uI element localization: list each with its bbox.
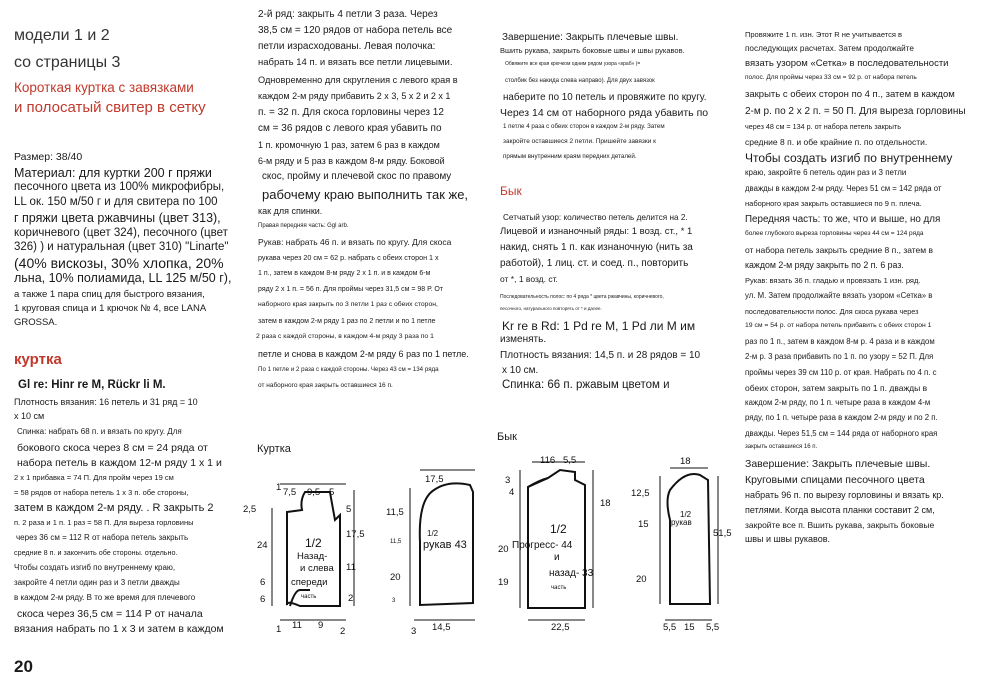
d1-label: часть [301, 594, 317, 600]
c2-line: скос, пройму и плечевой скос по правому [262, 171, 452, 182]
mat-line: а также 1 пара спиц для быстрого вязания, [14, 289, 205, 300]
d1-label: 11 [346, 562, 356, 573]
c4-line: раз по 1 п., затем в каждом 8-м р. 4 раза и в каждом [745, 337, 935, 346]
d3-label: 20 [498, 544, 509, 555]
c2-line: 2 раза с каждой стороны, в каждом 4-м ряду 3 раза по 1 [256, 333, 434, 340]
c2-line: Одновременно для скругления с левого края в [258, 75, 458, 85]
c2-line: 1 п. кромочную 1 раз, затем 6 раз в каждом [258, 140, 440, 150]
c4-line: ул. М. Затем продолжайте вязать узором «Сетка» в [745, 291, 933, 300]
body-line: в каждом 2-м ряду. В то же время для плечевого [14, 593, 196, 602]
d3-label: часть [551, 585, 567, 591]
size-line: Размер: 38/40 [14, 151, 83, 163]
c4-line: каждом 2-м ряду закрыть по 2 п. 6 раз. [745, 260, 904, 270]
d4-label: 12,5 [631, 488, 650, 499]
byk-heading: Бык [500, 184, 522, 198]
c3-line: Лицевой и изнаночный ряды: 1 возд. ст., * 1 [500, 226, 693, 237]
d1-label: Назад- [297, 551, 328, 562]
d1-label: 7,5 [283, 487, 297, 498]
body-line: 2 х 1 прибавка = 74 П. Для пройм через 19 см [14, 473, 174, 482]
glre-line: Gl re: Hinr re M, Rückr li M. [18, 379, 166, 391]
c4-line: Передняя часть: то же, что и выше, но для [745, 214, 941, 225]
c2-line: Правая передняя часть: Ggl arb. [258, 223, 349, 229]
c2-line: от наборного края закрыть оставшиеся 16 п. [258, 382, 393, 389]
d3-label: 3 [505, 475, 511, 486]
d4-label: 51,5 [713, 528, 732, 539]
c4-line: Чтобы создать изгиб по внутреннему [745, 151, 953, 165]
c4-line: дважды в каждом 2-м ряду. Через 51 см = 142 ряда от [745, 184, 942, 193]
mat-line: песочного цвета из 100% микрофибры, [14, 181, 225, 193]
d3-label: 1/2 [550, 522, 567, 536]
c4-fin: петлями. Когда высота планки составит 2 см, [745, 505, 935, 515]
c3-line: Завершение: Закрыть плечевые швы. [502, 32, 679, 43]
c4-line: проймы через 39 см 110 р. от края. Набрать по 4 п. с [745, 368, 937, 377]
c2-line: как для спинки. [258, 206, 323, 216]
d1-label: 1 [276, 624, 282, 635]
d1-label: 11 [292, 620, 302, 631]
sleeve-outline [420, 483, 473, 605]
d1-label: 1 [276, 482, 282, 493]
body-line: закройте 4 петли один раз и 3 петли дважды [14, 578, 180, 587]
d1-label: 17,5 [346, 529, 365, 540]
c4-line: ряду, по 1 п. четыре раза в каждом 2-м ряду и по 2 п. [745, 413, 938, 422]
jacket-front-outline [290, 590, 310, 606]
d2-label: 1/2 [427, 529, 439, 538]
c2-line: п. = 32 п. Для скоса горловины через 12 [258, 107, 444, 118]
c3-line: х 10 см. [502, 365, 539, 376]
body-line: Плотность вязания: 16 петель и 31 ряд = 10 [14, 397, 198, 407]
kurtka-diagram-title: Куртка [257, 443, 291, 455]
c4-line: закрыть оставшиеся 16 п. [745, 444, 818, 450]
d2-label: рукав 43 [423, 539, 467, 551]
mat-line: 1 круговая спица и 1 крючок № 4, все LANA [14, 303, 207, 314]
body-line: средние 8 п. и закончить обе стороны. отдельно. [14, 548, 178, 557]
d2-label: 17,5 [425, 474, 444, 485]
c4-line: краю, закройте 6 петель один раз и 3 петли [745, 168, 907, 177]
c2-line: наборного края закрыть по 3 петли 1 раз с обеих сторон, [258, 301, 438, 308]
d2-label: 3 [411, 626, 417, 637]
d1-label: 6 [260, 594, 266, 605]
c3-line: прямым внутренним краям передних деталей. [503, 153, 637, 160]
d2-label: 14,5 [432, 622, 451, 633]
d1-label: 24 [257, 540, 268, 551]
c3-line: закройте оставшиеся 2 петли. Пришейте завязки к [503, 138, 657, 145]
body-line: скоса через 36,5 см = 114 Р от начала [17, 608, 203, 620]
d1-label: 5 [346, 504, 352, 515]
body-line: вязания набрать по 1 х 3 и затем в каждом [14, 623, 224, 635]
body-line: затем в каждом 2-м ряду. . R закрыть 2 [14, 502, 214, 514]
mat-line: Материал: для куртки 200 г пряжи [14, 166, 212, 180]
sweater-neck [528, 478, 548, 487]
body-line: х 10 см [14, 411, 45, 421]
c3-line: от *, 1 возд. ст. [500, 274, 558, 284]
mat-line: льна, 10% полиамида, LL 125 м/50 г), [14, 271, 232, 285]
jacket-title: Короткая куртка с завязками [14, 80, 194, 95]
c4-line: закрыть с обеих сторон по 4 п., затем в каждом [745, 89, 955, 100]
sweater-sleeve-outline [668, 474, 711, 604]
d1-label: и слева [300, 563, 334, 574]
d1-label: 6 [260, 577, 266, 588]
d1-label: 5 [329, 487, 335, 498]
c4-line: средние 8 п. и обе крайние п. по отдельности. [745, 137, 928, 147]
d3-label: 19 [498, 577, 509, 588]
c2-line: рабочему краю выполнить так же, [262, 187, 469, 202]
d1-label: 2 [348, 593, 354, 604]
c3-line: Сетчатый узор: количество петель делится на 2. [503, 213, 688, 222]
c4-line: 2-м р. по 2 х 2 п. = 50 П. Для выреза горловины [745, 106, 966, 117]
c4-line: вязать узором «Сетка» в последовательности [745, 58, 949, 69]
c3-line: песочного, натурального повторять от * и далее. [500, 306, 602, 311]
c4-line: полос. Для проймы через 33 см = 92 р. от набора петель [745, 74, 917, 81]
c4-line: более глубокого выреза горловины через 44 см = 124 ряда [745, 230, 924, 237]
body-line: набора петель в каждом 12-м ряду 1 х 1 и [17, 457, 222, 469]
c4-fin: закройте все п. Вшить рукава, закрыть боковые [745, 520, 935, 530]
page-number: 20 [14, 657, 33, 676]
body-line: Спинка: набрать 68 п. и вязать по кругу. Для [17, 427, 182, 436]
c3-line: Спинка: 66 п. ржавым цветом и [502, 379, 670, 391]
c3-line: Плотность вязания: 14,5 п. и 28 рядов = 10 [500, 350, 701, 361]
c3-line: 1 петле 4 раза с обеих сторон в каждом 2-м ряду. Затем [503, 123, 665, 130]
c2-line: По 1 петле и 2 раза с каждой стороны. Через 43 см = 134 ряда [258, 366, 439, 373]
mat-line: (40% вискозы, 30% хлопка, 20% [14, 255, 224, 271]
d4-label: 5,5 [663, 622, 677, 633]
c4-line: через 48 см = 134 р. от набора петель закрыть [745, 122, 901, 131]
d4-label: 20 [636, 574, 647, 585]
c2-line: 6-м ряду и 5 раз в каждом 8-м ряду. Боковой [258, 156, 445, 166]
body-line: = 58 рядов от набора петель 1 х 3 п. обе стороны, [14, 488, 189, 497]
sweater-title: и полосатый свитер в сетку [14, 99, 206, 116]
c4-line: наборного края закрыть оставшиеся по 9 п. плеча. [745, 199, 922, 208]
d3-label: и [554, 552, 560, 563]
d3-label: 18 [600, 498, 611, 509]
byk-diagram-title: Бык [497, 431, 517, 443]
kurtka-heading: куртка [14, 351, 62, 368]
mat-line: GROSSA. [14, 317, 58, 328]
d4-label: 15 [684, 622, 695, 633]
c3-line: Обвяжите все края крючком одним рядом узора «краб» (= [505, 61, 641, 67]
mat-line: 326) ) и натуральная (цвет 310) "Linarte" [14, 241, 229, 253]
c3-line: Вшить рукава, закрыть боковые швы и швы рукавов. [500, 46, 685, 55]
c4-fin: Круговыми спицами песочного цвета [745, 474, 925, 486]
krre-line: Kr re в Rd: 1 Pd re M, 1 Pd ли M им [502, 319, 696, 333]
d3-label: 4 [509, 487, 515, 498]
c3-line: столбик без накида слева направо). Для двух завязок [505, 78, 655, 84]
c2-line: петле и снова в каждом 2-м ряду 6 раз по 1 петле. [258, 349, 469, 359]
c3-line: Последовательность полос: по 4 ряда * цвета ржавчины, коричневого, [500, 294, 664, 300]
c4-line: 19 см = 54 р. от набора петель прибавить с обеих сторон 1 [745, 322, 932, 329]
c4-line: обеих сторон, затем закрыть по 1 п. дважды в [745, 383, 928, 393]
d4-label: 5,5 [706, 622, 720, 633]
c3-line: работой), 1 лиц. ст. и соед. п., повторить [500, 258, 689, 269]
c2-line: набрать 14 п. и вязать все петли лицевыми. [258, 57, 453, 68]
page-ref: со страницы 3 [14, 54, 121, 71]
c2-line: Рукав: набрать 46 п. и вязать по кругу. Для скоса [258, 237, 452, 247]
jacket-back-outline [287, 492, 340, 606]
c2-line: рукава через 20 см = 62 р. набрать с обеих сторон 1 х [258, 253, 439, 262]
d2-label: 11,5 [386, 507, 404, 518]
body-line: через 36 см = 112 R от набора петель закрыть [16, 533, 189, 542]
d4-label: 18 [680, 456, 691, 467]
c3-line: изменять. [500, 334, 547, 345]
d4-label: 1/2 [680, 510, 692, 519]
d1-label: 2,5 [243, 504, 257, 515]
c2-line: каждом 2-м ряду прибавить 2 х 3, 5 х 2 и 2 х 1 [258, 91, 451, 101]
d3-label: 116 [540, 455, 556, 466]
d3-label: назад- 33 [549, 568, 594, 579]
d2-label: 20 [390, 572, 401, 583]
d3-label: Прогресс- 44 [512, 540, 573, 551]
body-line: Чтобы создать изгиб по внутреннему краю, [14, 563, 176, 572]
mat-line: LL ок. 150 м/50 г и для свитера по 100 [14, 196, 218, 208]
c4-line: Рукав: вязать 36 п. гладью и провязать 1 изн. ряд. [745, 276, 921, 285]
c4-fin: Завершение: Закрыть плечевые швы. [745, 458, 931, 470]
c3-line: Через 14 см от наборного ряда убавить по [500, 107, 709, 119]
c4-line: каждом 2-м ряду, по 1 п. четыре раза в каждом 4-м [745, 398, 931, 407]
c4-fin: швы и швы рукавов. [745, 534, 830, 544]
d4-label: рукав [671, 518, 692, 527]
mat-line: коричневого (цвет 324), песочного (цвет [14, 227, 228, 239]
sweater-outline [528, 470, 585, 608]
d1-label: 9 [318, 620, 324, 631]
c3-line: наберите по 10 петель и провяжите по кругу. [503, 92, 707, 103]
d1-label: спереди [291, 577, 328, 588]
model-heading: модели 1 и 2 [14, 27, 110, 44]
c2-line: затем в каждом 2-м ряду 1 раз по 2 петли и по 1 петле [258, 318, 436, 325]
c2-line: 2-й ряд: закрыть 4 петли 3 раза. Через [258, 9, 438, 20]
c4-fin: набрать 96 п. по вырезу горловины и вязать кр. [745, 490, 944, 500]
mat-line: г пряжи цвета ржавчины (цвет 313), [14, 211, 221, 225]
d1-label: 2 [340, 626, 346, 637]
c2-line: петли израсходованы. Левая полочка: [258, 41, 436, 52]
c4-line: Провяжите 1 п. изн. Этот R не учитывается в [745, 30, 902, 39]
c2-line: ряду 2 х 1 п. = 56 п. Для проймы через 31,5 см = 98 Р. От [258, 286, 444, 293]
d1-label: 9,5 [307, 487, 321, 498]
c4-line: дважды. Через 51,5 см = 144 ряда от наборного края [745, 429, 938, 438]
c2-line: 38,5 см = 120 рядов от набора петель все [258, 25, 453, 36]
body-line: п. 2 раза и 1 п. 1 раз = 58 П. Для выреза горловины [14, 518, 194, 527]
c4-line: 2-м р. 3 раза прибавить по 1 п. по узору = 52 П. Для [745, 352, 934, 361]
d3-label: 5,5 [563, 455, 577, 466]
d2-label: 3 [392, 598, 396, 604]
d2-label: 11,5 [390, 539, 402, 545]
c4-line: от набора петель закрыть средние 8 п., затем в [745, 245, 934, 255]
d4-label: 15 [638, 519, 649, 530]
c3-line: накид, снять 1 п. как изнаночную (нить за [500, 242, 693, 253]
d1-label: 1/2 [305, 536, 322, 550]
body-line: бокового скоса через 8 см = 24 ряда от [17, 442, 208, 454]
c4-line: последовательности полос. Для скоса рукава через [745, 307, 919, 316]
c4-line: последующих расчетах. Затем продолжайте [745, 44, 914, 53]
d3-label: 22,5 [551, 622, 570, 633]
c2-line: см = 36 рядов с левого края убавить по [258, 123, 442, 134]
c2-line: 1 п., затем в каждом 8-м ряду 2 х 1 п. и в каждом 6-м [258, 270, 431, 277]
